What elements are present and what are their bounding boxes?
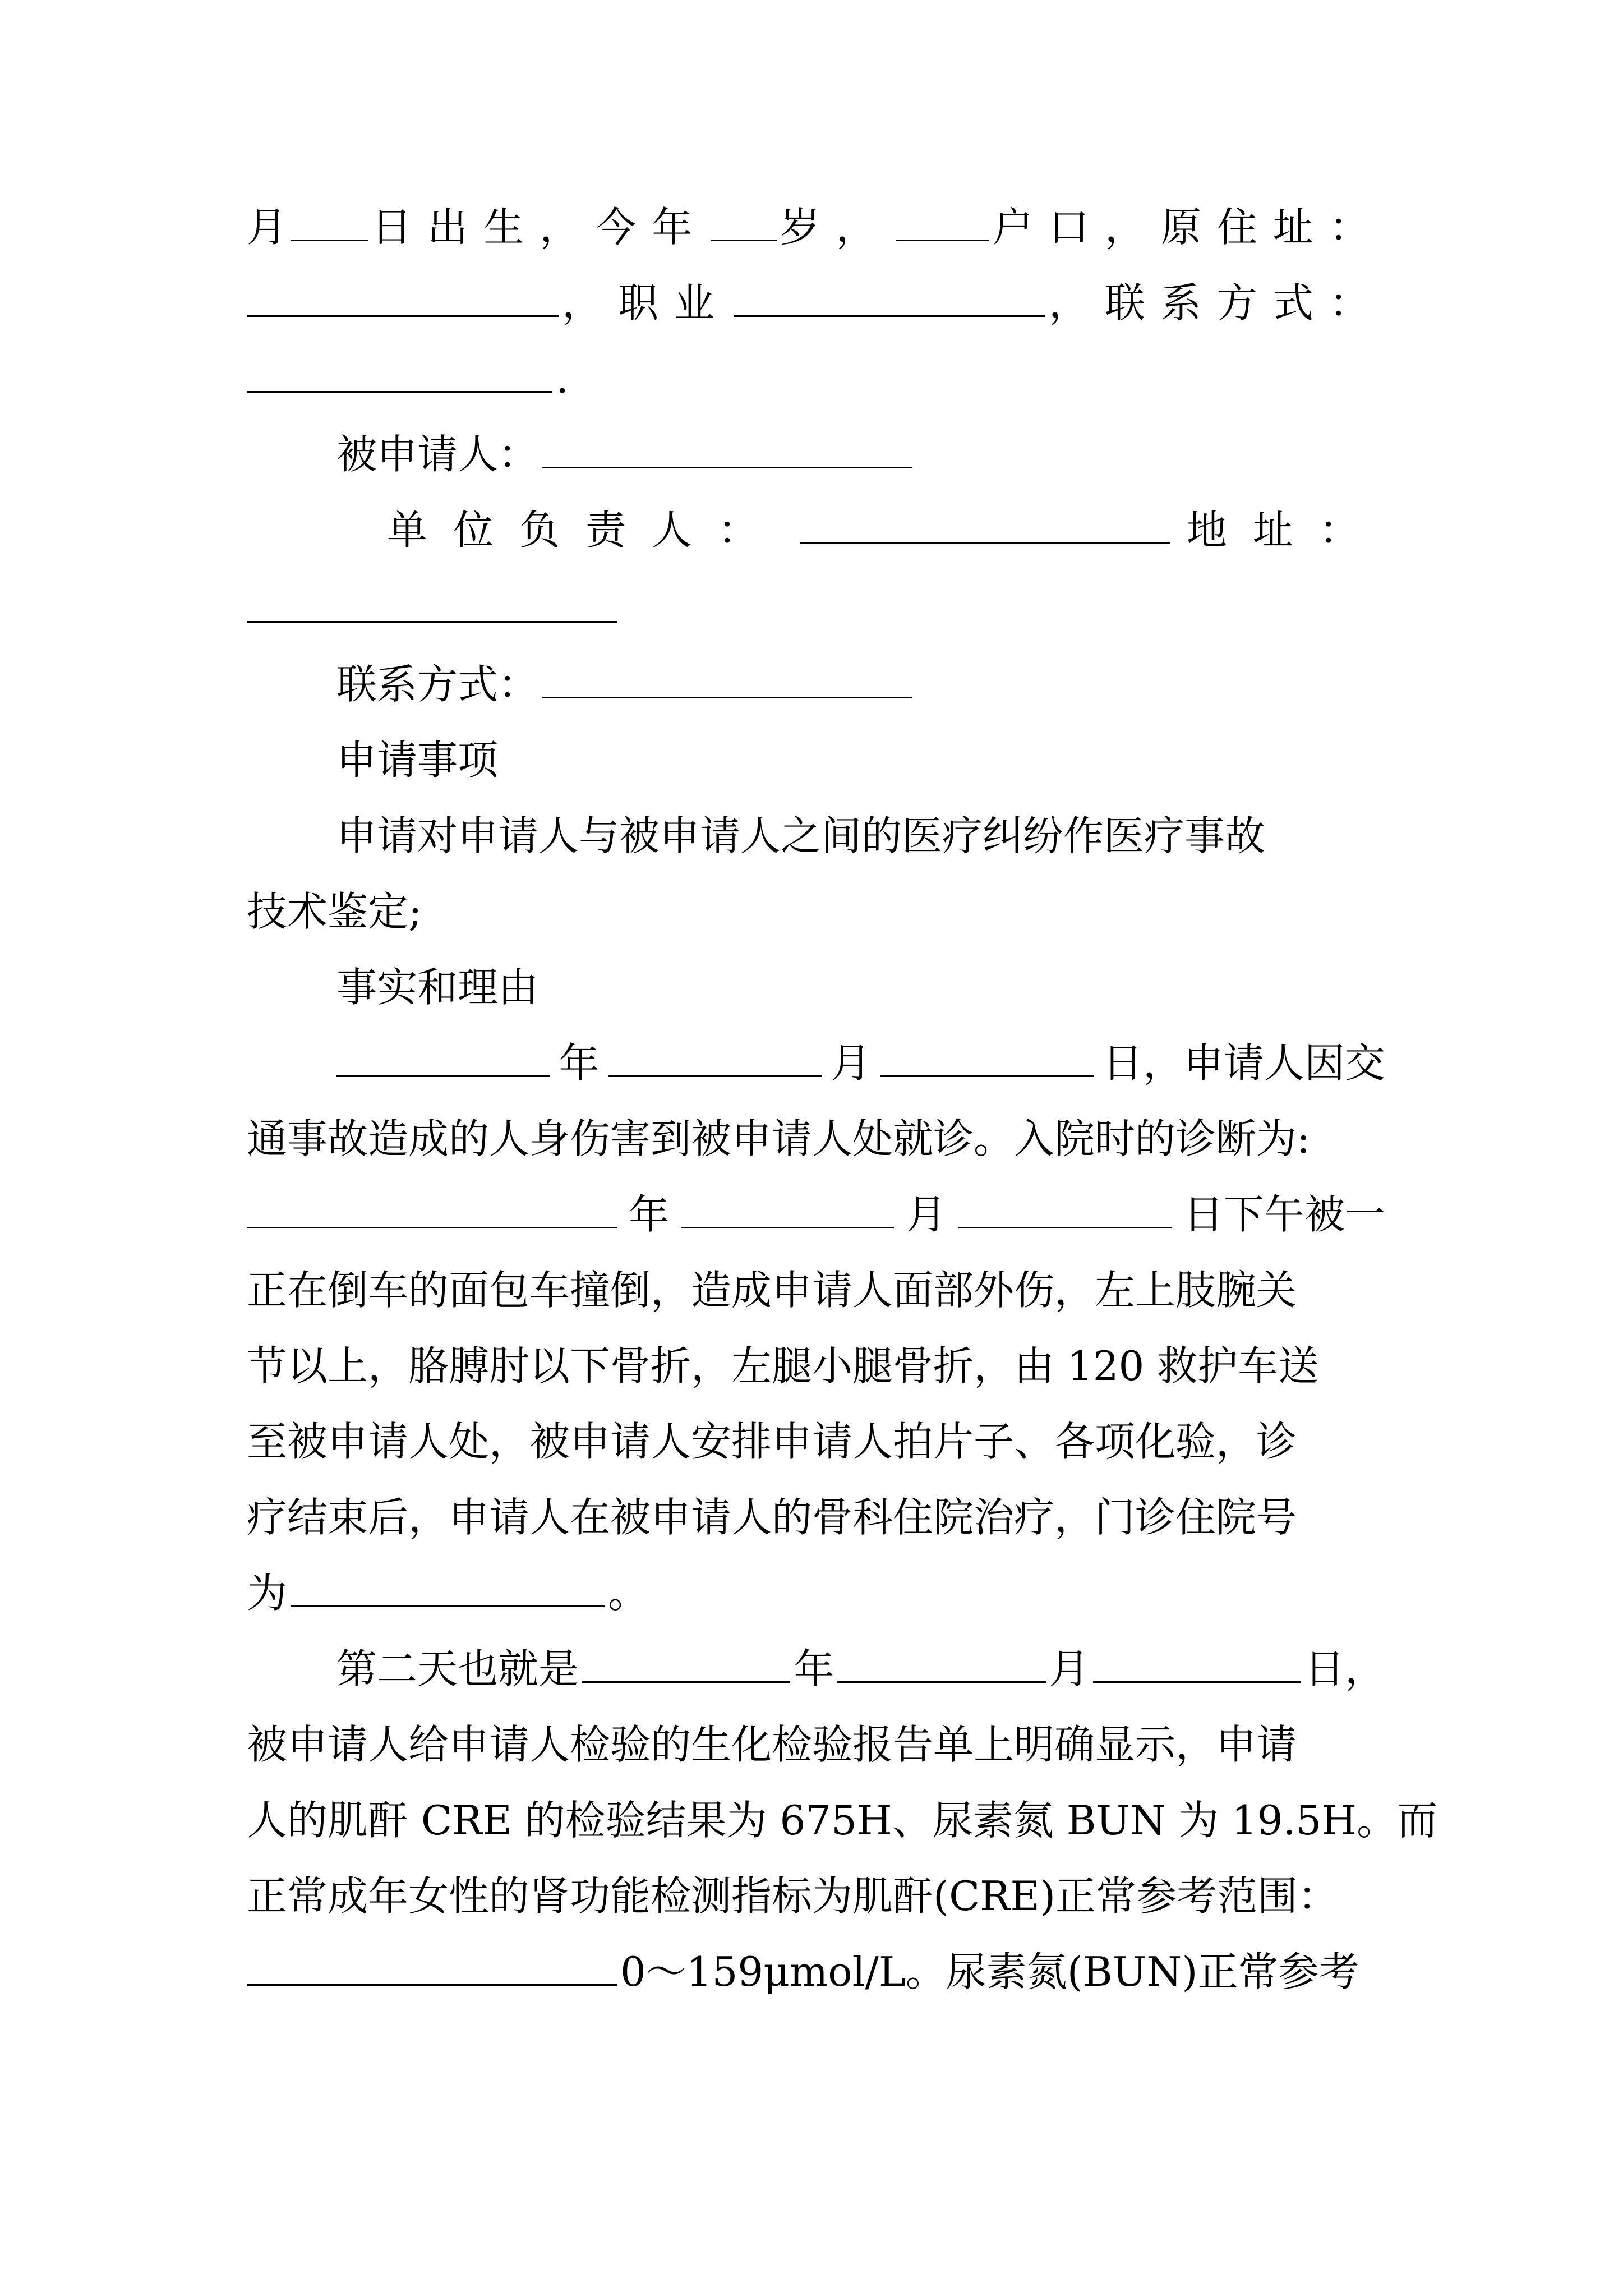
hospital-number-blank[interactable] [291, 1566, 605, 1607]
accident-day-blank[interactable] [880, 1036, 1094, 1077]
unit-leader-blank[interactable] [800, 503, 1170, 544]
birth-info-line [247, 194, 1385, 261]
request-heading: 申请事项 [336, 737, 499, 784]
respondent-blank[interactable] [542, 427, 912, 468]
household-address-label: 户口，原住址： [992, 204, 1385, 251]
next-day-line [247, 1635, 1385, 1703]
month-label: 月 [247, 204, 288, 251]
next-day-blank[interactable] [1093, 1642, 1301, 1683]
afternoon-line [247, 1181, 1385, 1248]
year-label-3: 年 [794, 1645, 834, 1692]
address-label: 地址： [1186, 507, 1385, 554]
full-stop: 。 [608, 1570, 649, 1617]
year-label-2: 年 [629, 1191, 670, 1238]
month-label-3: 月 [906, 1191, 947, 1238]
reference-range-line [247, 1938, 1385, 2005]
respondent-label: 被申请人： [336, 431, 539, 478]
diagnosis-blank[interactable] [247, 1188, 617, 1228]
day-label: 日， [1304, 1645, 1385, 1692]
year-label: 年 [559, 1039, 600, 1087]
facts-heading: 事实和理由 [336, 964, 539, 1011]
contact-line [247, 345, 1385, 412]
next-year-blank[interactable] [582, 1642, 790, 1683]
contact-label: ，联系方式： [1048, 279, 1385, 326]
unit-address-line [247, 575, 1385, 642]
facts-text-1: 正在倒车的面包车撞倒，造成申请人面部外伤，左上肢腕关 [247, 1267, 1297, 1314]
occupation-line [247, 269, 1385, 337]
incident-month-blank[interactable] [681, 1188, 894, 1228]
address-blank[interactable] [247, 276, 559, 317]
lab-report-text-2: 人的肌酐 CRE 的检验结果为 675H、尿素氮 BUN 为 19.5H。而 [247, 1797, 1438, 1844]
accident-intro: 日，申请人因交 [1102, 1039, 1385, 1087]
respondent-line [247, 421, 1385, 488]
accident-month-blank[interactable] [608, 1036, 822, 1077]
age-blank[interactable] [711, 200, 776, 241]
birth-label: 日出生，今年 [371, 204, 708, 251]
next-day-label: 第二天也就是 [336, 1645, 579, 1692]
lab-report-text-1: 被申请人给申请人检验的生化检验报告单上明确显示，申请 [247, 1721, 1297, 1768]
respondent-contact-label: 联系方式： [336, 661, 539, 708]
month-label-4: 月 [1049, 1645, 1090, 1692]
facts-text-2: 节以上，胳膊肘以下骨折，左腿小腿骨折，由 120 救护车送 [247, 1342, 1319, 1389]
respondent-contact-blank[interactable] [542, 657, 912, 698]
month-label-2: 月 [831, 1039, 872, 1087]
request-text-1: 申请对申请人与被申请人之间的医疗纠纷作医疗事故 [336, 812, 1266, 859]
unit-leader-label: 单位负责人： [387, 507, 785, 554]
accident-year-blank[interactable] [336, 1036, 550, 1077]
for-label: 为 [247, 1570, 288, 1617]
facts-text-3: 至被申请人处，被申请人安排申请人拍片子、各项化验，诊 [247, 1418, 1297, 1465]
respondent-contact-line [247, 651, 1385, 718]
period: . [556, 355, 569, 402]
occupation-blank[interactable] [734, 276, 1045, 317]
reference-blank[interactable] [247, 1945, 617, 1986]
birth-day-blank[interactable] [291, 200, 368, 241]
household-blank[interactable] [896, 200, 989, 241]
facts-text-4: 疗结束后，申请人在被申请人的骨科住院治疗，门诊住院号 [247, 1494, 1297, 1541]
age-label: 岁， [780, 204, 892, 251]
incident-day-blank[interactable] [958, 1188, 1172, 1228]
diagnosis-line: 通事故造成的人身伤害到被申请人处就诊。入院时的诊断为: [247, 1115, 1311, 1162]
contact-blank[interactable] [247, 352, 552, 393]
lab-report-text-3: 正常成年女性的肾功能检测指标为肌酐(CRE)正常参考范围： [247, 1872, 1339, 1920]
next-month-blank[interactable] [837, 1642, 1045, 1683]
hospital-number-line [247, 1559, 1385, 1627]
unit-leader-line [247, 496, 1385, 564]
accident-date-line [247, 1029, 1385, 1097]
reference-range-text: 0～159μmol/L。尿素氮(BUN)正常参考 [620, 1948, 1359, 1995]
unit-address-blank[interactable] [247, 582, 617, 623]
incident-text: 日下午被一 [1183, 1191, 1385, 1238]
request-text-2: 技术鉴定; [247, 888, 422, 935]
occupation-label: ，职业 [561, 279, 730, 326]
